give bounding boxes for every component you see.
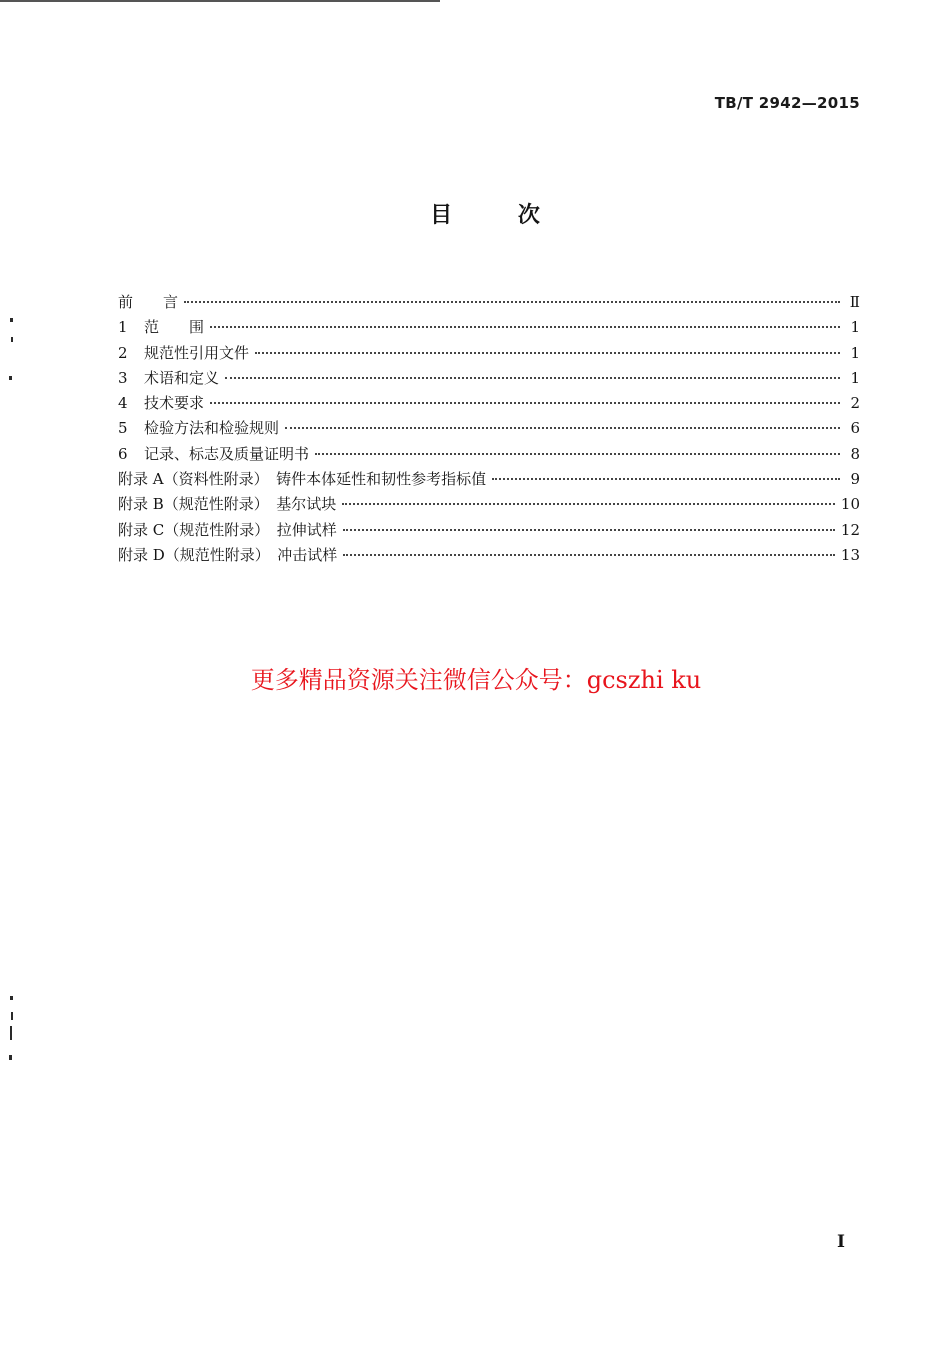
toc-entry-normative-references[interactable] <box>118 341 860 366</box>
scan-speck <box>11 1012 13 1020</box>
toc-entry-appendix-d[interactable] <box>118 543 860 568</box>
toc-leader-dots <box>342 503 835 505</box>
toc-leader-dots <box>343 554 835 556</box>
toc-entry-technical-requirements[interactable] <box>118 391 860 416</box>
toc-entry-number: 2 <box>118 343 128 362</box>
toc-entry-page: 2 <box>850 394 860 413</box>
toc-entry-page: 1 <box>850 368 860 387</box>
toc-leader-dots <box>343 529 835 531</box>
toc-leader-dots <box>225 377 840 379</box>
toc-entry-number: 6 <box>118 444 128 463</box>
toc-entry-label: 记录、标志及质量证明书 <box>144 444 310 463</box>
toc-entry-label: 规范性引用文件 <box>144 343 250 362</box>
scan-speck <box>10 1026 12 1040</box>
toc-entry-number: 5 <box>118 419 128 438</box>
toc-entry-terms-definitions[interactable] <box>118 366 860 391</box>
top-border-rule <box>0 0 440 2</box>
toc-entry-scope[interactable] <box>118 315 860 340</box>
toc-entry-inspection-methods[interactable] <box>118 416 860 441</box>
toc-entry-label: 附录 C（规范性附录） 拉伸试样 <box>118 520 337 539</box>
toc-entry-page: 8 <box>850 444 860 463</box>
toc-leader-dots <box>255 352 840 354</box>
toc-entry-label: 附录 A（资料性附录） 铸件本体延性和韧性参考指标值 <box>118 470 487 489</box>
toc-entry-number: 3 <box>118 368 128 387</box>
table-of-contents <box>118 290 860 568</box>
toc-entry-appendix-c[interactable] <box>118 518 860 543</box>
toc-leader-dots <box>492 478 840 480</box>
toc-leader-dots <box>184 301 840 303</box>
scan-speck <box>10 318 13 322</box>
toc-entry-label: 技术要求 <box>144 394 205 413</box>
toc-entry-appendix-b[interactable] <box>118 492 860 517</box>
toc-entry-page: Ⅱ <box>849 293 860 311</box>
toc-entry-label: 检验方法和检验规则 <box>144 419 280 438</box>
scan-speck <box>11 337 13 342</box>
scan-speck <box>10 996 13 1000</box>
toc-entry-number: 1 <box>118 318 128 337</box>
toc-entry-foreword[interactable] <box>118 290 860 315</box>
toc-leader-dots <box>210 402 840 404</box>
toc-leader-dots <box>315 453 840 455</box>
toc-entry-number: 4 <box>118 394 128 413</box>
toc-entry-page: 6 <box>850 419 860 438</box>
standard-code: TB/T 2942—2015 <box>714 94 860 112</box>
scan-speck <box>9 376 12 380</box>
toc-entry-page: 1 <box>850 343 860 362</box>
toc-leader-dots <box>285 427 840 429</box>
toc-entry-page: 12 <box>840 520 860 539</box>
toc-leader-dots <box>210 326 840 328</box>
toc-entry-label: 附录 B（规范性附录） 基尔试块 <box>118 495 337 514</box>
page-number: I <box>837 1232 845 1252</box>
toc-entry-label: 前 言 <box>118 293 179 311</box>
toc-entry-page: 9 <box>850 470 860 489</box>
wechat-watermark: 更多精品资源关注微信公众号：gcszhi ku <box>250 666 702 694</box>
toc-title: 目 次 <box>430 203 540 228</box>
toc-entry-page: 10 <box>840 495 860 514</box>
toc-entry-label: 范 围 <box>144 318 205 337</box>
toc-entry-label: 术语和定义 <box>144 368 220 387</box>
toc-entry-page: 1 <box>850 318 860 337</box>
toc-entry-appendix-a[interactable] <box>118 467 860 492</box>
scan-speck <box>9 1055 12 1060</box>
toc-entry-page: 13 <box>840 545 860 564</box>
toc-entry-records-marking[interactable] <box>118 442 860 467</box>
toc-entry-label: 附录 D（规范性附录） 冲击试样 <box>118 545 338 564</box>
